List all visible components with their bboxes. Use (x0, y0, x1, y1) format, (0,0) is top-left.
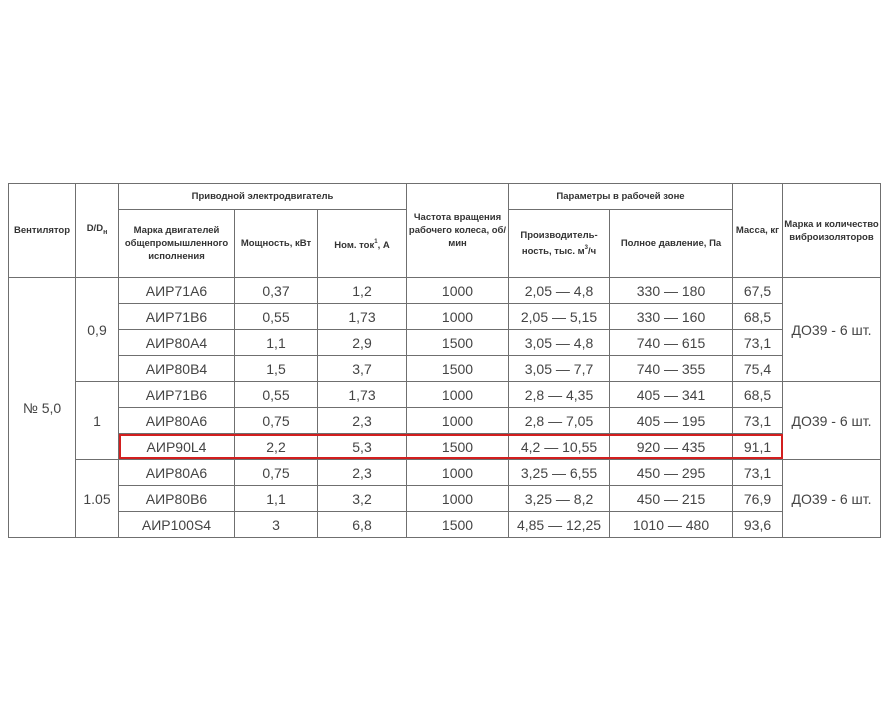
capacity-cell: 2,05 — 5,15 (509, 304, 610, 330)
power-cell: 0,55 (235, 304, 318, 330)
fan-spec-table (8, 183, 881, 538)
table-row (9, 460, 881, 486)
speed-cell: 1000 (407, 486, 509, 512)
mass-cell: 76,9 (733, 486, 783, 512)
isolator-cell: ДО39 - 6 шт. (783, 382, 881, 460)
table-row (9, 382, 881, 408)
current-cell: 2,9 (318, 330, 407, 356)
table-row (9, 330, 881, 356)
fan-number-cell: № 5,0 (9, 278, 76, 538)
speed-cell: 1500 (407, 356, 509, 382)
power-cell: 0,55 (235, 382, 318, 408)
pressure-cell: 1010 — 480 (610, 512, 733, 538)
header-capacity: Производитель-ность, тыс. $м^3/ч$ (509, 210, 610, 278)
current-cell: 1,73 (318, 382, 407, 408)
capacity-cell: 3,05 — 4,8 (509, 330, 610, 356)
dd-cell: 1 (76, 382, 119, 460)
current-cell: 1,73 (318, 304, 407, 330)
speed-cell: 1000 (407, 460, 509, 486)
capacity-cell: 2,05 — 4,8 (509, 278, 610, 304)
table-row-highlighted (9, 434, 881, 460)
capacity-cell: 4,85 — 12,25 (509, 512, 610, 538)
motor-cell: АИР71А6 (119, 278, 235, 304)
pressure-cell: 920 — 435 (610, 434, 733, 460)
speed-cell: 1500 (407, 512, 509, 538)
header-speed: Частота вращения рабочего колеса, об/мин (407, 184, 509, 278)
current-cell: 3,7 (318, 356, 407, 382)
capacity-cell: 3,25 — 6,55 (509, 460, 610, 486)
current-cell: 6,8 (318, 512, 407, 538)
power-cell: 2,2 (235, 434, 318, 460)
table-row (9, 356, 881, 382)
mass-cell: 73,1 (733, 408, 783, 434)
current-cell: 3,2 (318, 486, 407, 512)
mass-cell: 73,1 (733, 460, 783, 486)
pressure-cell: 450 — 215 (610, 486, 733, 512)
mass-cell: 68,5 (733, 382, 783, 408)
header-motor-brand: Марка двигателей общепромышленного исполнения (119, 210, 235, 278)
power-cell: 1,1 (235, 330, 318, 356)
speed-cell: 1000 (407, 382, 509, 408)
table-row (9, 486, 881, 512)
speed-cell: 1000 (407, 304, 509, 330)
current-cell: 2,3 (318, 460, 407, 486)
pressure-cell: 740 — 355 (610, 356, 733, 382)
speed-cell: 1500 (407, 330, 509, 356)
power-cell: 1,1 (235, 486, 318, 512)
speed-cell: 1000 (407, 408, 509, 434)
mass-cell: 91,1 (733, 434, 783, 460)
motor-cell: АИР80В6 (119, 486, 235, 512)
dd-cell: 1.05 (76, 460, 119, 538)
motor-cell: АИР80А6 (119, 408, 235, 434)
mass-cell: 75,4 (733, 356, 783, 382)
header-mass: Масса, кг (733, 184, 783, 278)
motor-cell: АИР71В6 (119, 304, 235, 330)
header-pressure: Полное давление, Па (610, 210, 733, 278)
capacity-cell: 3,25 — 8,2 (509, 486, 610, 512)
isolator-cell: ДО39 - 6 шт. (783, 278, 881, 382)
header-fan: Вентилятор (9, 184, 76, 278)
motor-cell: АИР80А6 (119, 460, 235, 486)
table-row (9, 304, 881, 330)
pressure-cell: 405 — 341 (610, 382, 733, 408)
mass-cell: 93,6 (733, 512, 783, 538)
motor-cell: АИР90L4 (119, 434, 235, 460)
power-cell: 3 (235, 512, 318, 538)
pressure-cell: 330 — 180 (610, 278, 733, 304)
motor-cell: АИР80В4 (119, 356, 235, 382)
power-cell: 1,5 (235, 356, 318, 382)
mass-cell: 68,5 (733, 304, 783, 330)
pressure-cell: 740 — 615 (610, 330, 733, 356)
header-current: Ном. ток$^1$, А (318, 210, 407, 278)
capacity-cell: 4,2 — 10,55 (509, 434, 610, 460)
mass-cell: 67,5 (733, 278, 783, 304)
isolator-cell: ДО39 - 6 шт. (783, 460, 881, 538)
header-motor-group: Приводной электродвигатель (119, 184, 407, 210)
table-row (9, 278, 881, 304)
current-cell: 2,3 (318, 408, 407, 434)
header-dd: $D/D_н$ (76, 184, 119, 278)
speed-cell: 1000 (407, 278, 509, 304)
power-cell: 0,75 (235, 408, 318, 434)
motor-cell: АИР71В6 (119, 382, 235, 408)
capacity-cell: 2,8 — 4,35 (509, 382, 610, 408)
pressure-cell: 330 — 160 (610, 304, 733, 330)
speed-cell: 1500 (407, 434, 509, 460)
table-row (9, 512, 881, 538)
header-params-group: Параметры в рабочей зоне (509, 184, 733, 210)
motor-cell: АИР80А4 (119, 330, 235, 356)
table-row (9, 408, 881, 434)
header-isolators: Марка и количество виброизоляторов (783, 184, 881, 278)
pressure-cell: 405 — 195 (610, 408, 733, 434)
mass-cell: 73,1 (733, 330, 783, 356)
power-cell: 0,75 (235, 460, 318, 486)
capacity-cell: 2,8 — 7,05 (509, 408, 610, 434)
header-power: Мощность, кВт (235, 210, 318, 278)
dd-cell: 0,9 (76, 278, 119, 382)
current-cell: 1,2 (318, 278, 407, 304)
pressure-cell: 450 — 295 (610, 460, 733, 486)
current-cell: 5,3 (318, 434, 407, 460)
power-cell: 0,37 (235, 278, 318, 304)
motor-cell: АИР100S4 (119, 512, 235, 538)
capacity-cell: 3,05 — 7,7 (509, 356, 610, 382)
